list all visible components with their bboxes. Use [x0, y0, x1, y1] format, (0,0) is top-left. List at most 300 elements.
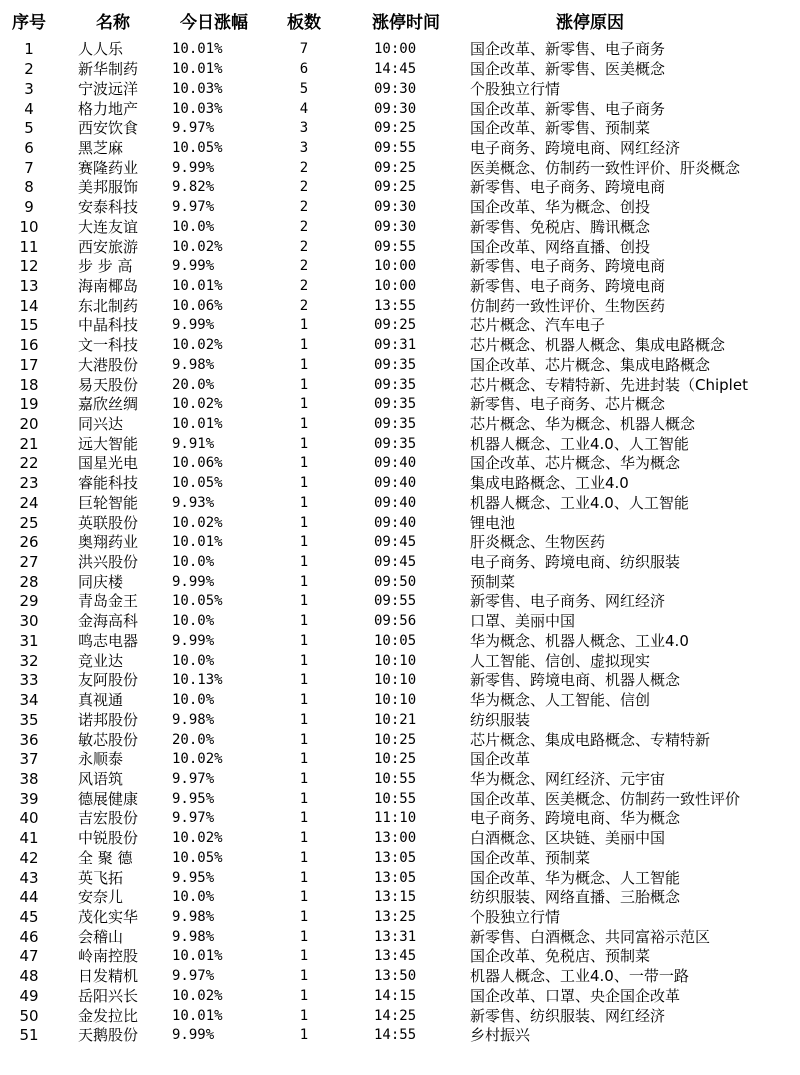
table-row — [0, 967, 800, 987]
cell-time: 09:40 — [374, 475, 417, 492]
cell-boards: 1 — [299, 337, 309, 354]
cell-boards: 4 — [299, 100, 309, 117]
cell-reason: 机器人概念、工业4.0、人工智能 — [470, 493, 689, 512]
cell-no: 17 — [19, 355, 39, 374]
cell-boards: 2 — [299, 277, 309, 294]
cell-time: 10:10 — [374, 692, 417, 709]
cell-no: 26 — [19, 533, 39, 552]
cell-no: 45 — [19, 907, 39, 926]
cell-name: 竞业达 — [78, 651, 124, 670]
cell-no: 2 — [24, 60, 34, 79]
cell-boards: 1 — [299, 1007, 309, 1024]
cell-pct: 10.01% — [172, 416, 223, 433]
cell-time: 13:55 — [374, 297, 417, 314]
cell-no: 21 — [19, 434, 39, 453]
cell-no: 23 — [19, 474, 39, 493]
table-row — [0, 79, 800, 99]
cell-pct: 9.99% — [172, 317, 215, 334]
cell-name: 人人乐 — [78, 40, 124, 59]
cell-boards: 1 — [299, 692, 309, 709]
cell-name: 德展健康 — [78, 789, 139, 808]
cell-reason: 新零售、电子商务、网红经济 — [470, 592, 666, 611]
cell-name: 洪兴股份 — [78, 553, 139, 572]
cell-pct: 10.06% — [172, 297, 223, 314]
cell-time: 13:00 — [374, 830, 417, 847]
cell-reason: 国企改革、新零售、电子商务 — [470, 40, 666, 59]
cell-reason: 预制菜 — [470, 572, 516, 591]
cell-no: 44 — [19, 888, 39, 907]
table-row — [0, 730, 800, 750]
table-row — [0, 277, 800, 297]
cell-name: 黑芝麻 — [78, 138, 124, 157]
table-row — [0, 237, 800, 257]
cell-pct: 10.06% — [172, 455, 223, 472]
cell-boards: 1 — [299, 396, 309, 413]
cell-time: 09:25 — [374, 159, 417, 176]
cell-no: 19 — [19, 395, 39, 414]
cell-name: 青岛金王 — [78, 592, 139, 611]
cell-time: 10:55 — [374, 770, 417, 787]
cell-no: 10 — [19, 217, 39, 236]
cell-name: 岳阳兴长 — [78, 986, 139, 1005]
cell-no: 36 — [19, 730, 39, 749]
cell-no: 18 — [19, 375, 39, 394]
cell-pct: 9.95% — [172, 790, 215, 807]
cell-no: 22 — [19, 454, 39, 473]
table-row — [0, 770, 800, 790]
cell-name: 茂化实华 — [78, 907, 139, 926]
cell-time: 13:05 — [374, 849, 417, 866]
cell-time: 09:31 — [374, 337, 417, 354]
cell-pct: 10.02% — [172, 396, 223, 413]
cell-time: 13:50 — [374, 968, 417, 985]
cell-reason: 新零售、电子商务、跨境电商 — [470, 178, 666, 197]
cell-no: 3 — [24, 79, 34, 98]
cell-boards: 1 — [299, 751, 309, 768]
cell-no: 4 — [24, 99, 34, 118]
cell-time: 14:25 — [374, 1007, 417, 1024]
cell-no: 7 — [24, 158, 34, 177]
cell-name: 同庆楼 — [78, 572, 124, 591]
cell-pct: 9.98% — [172, 908, 215, 925]
cell-boards: 2 — [299, 218, 309, 235]
cell-pct: 9.98% — [172, 356, 215, 373]
cell-reason: 新零售、跨境电商、机器人概念 — [470, 671, 681, 690]
cell-reason: 国企改革、芯片概念、集成电路概念 — [470, 355, 711, 374]
cell-pct: 10.03% — [172, 100, 223, 117]
cell-time: 09:30 — [374, 218, 417, 235]
cell-time: 09:30 — [374, 199, 417, 216]
cell-pct: 10.02% — [172, 514, 223, 531]
cell-time: 09:45 — [374, 534, 417, 551]
cell-reason: 国企改革、新零售、预制菜 — [470, 119, 651, 138]
cell-pct: 9.99% — [172, 632, 215, 649]
cell-time: 13:05 — [374, 869, 417, 886]
cell-no: 6 — [24, 138, 34, 157]
cell-pct: 10.0% — [172, 692, 215, 709]
cell-name: 大连友谊 — [78, 217, 139, 236]
cell-no: 35 — [19, 710, 39, 729]
cell-reason: 白酒概念、区块链、美丽中国 — [470, 829, 666, 848]
cell-name: 英飞拓 — [78, 868, 124, 887]
table-row — [0, 513, 800, 533]
cell-boards: 1 — [299, 573, 309, 590]
table-row — [0, 474, 800, 494]
table-row — [0, 553, 800, 573]
cell-pct: 9.99% — [172, 573, 215, 590]
cell-no: 30 — [19, 612, 39, 631]
cell-boards: 2 — [299, 199, 309, 216]
cell-boards: 1 — [299, 317, 309, 334]
cell-pct: 10.0% — [172, 652, 215, 669]
cell-pct: 9.93% — [172, 494, 215, 511]
cell-time: 09:45 — [374, 554, 417, 571]
cell-name: 安奈儿 — [78, 888, 124, 907]
cell-boards: 1 — [299, 416, 309, 433]
cell-reason: 口罩、美丽中国 — [470, 612, 576, 631]
table-row — [0, 829, 800, 849]
cell-no: 37 — [19, 750, 39, 769]
cell-name: 西安旅游 — [78, 237, 139, 256]
cell-pct: 10.01% — [172, 41, 223, 58]
table-row — [0, 60, 800, 80]
table-row — [0, 947, 800, 967]
header-name: 名称 — [96, 12, 130, 33]
cell-no: 34 — [19, 691, 39, 710]
cell-pct: 9.99% — [172, 159, 215, 176]
cell-no: 20 — [19, 415, 39, 434]
cell-name: 安泰科技 — [78, 198, 139, 217]
table-row — [0, 710, 800, 730]
cell-reason: 芯片概念、汽车电子 — [470, 316, 606, 335]
cell-no: 41 — [19, 829, 39, 848]
cell-no: 38 — [19, 769, 39, 788]
table-row — [0, 809, 800, 829]
cell-boards: 2 — [299, 159, 309, 176]
cell-pct: 10.05% — [172, 139, 223, 156]
cell-boards: 1 — [299, 770, 309, 787]
cell-time: 10:00 — [374, 258, 417, 275]
table-row — [0, 375, 800, 395]
cell-name: 新华制药 — [78, 60, 139, 79]
cell-reason: 国企改革、免税店、预制菜 — [470, 947, 651, 966]
cell-name: 赛隆药业 — [78, 158, 139, 177]
table-row — [0, 987, 800, 1007]
cell-boards: 1 — [299, 849, 309, 866]
cell-name: 永顺泰 — [78, 750, 124, 769]
cell-time: 09:55 — [374, 139, 417, 156]
table-row — [0, 868, 800, 888]
cell-reason: 乡村振兴 — [470, 1026, 531, 1045]
cell-no: 40 — [19, 809, 39, 828]
cell-time: 09:40 — [374, 514, 417, 531]
table-row — [0, 40, 800, 60]
cell-boards: 1 — [299, 928, 309, 945]
cell-name: 美邦服饰 — [78, 178, 139, 197]
cell-reason: 肝炎概念、生物医药 — [470, 533, 606, 552]
cell-no: 24 — [19, 493, 39, 512]
cell-no: 11 — [19, 237, 39, 256]
cell-no: 32 — [19, 651, 39, 670]
table-row — [0, 632, 800, 652]
cell-reason: 电子商务、跨境电商、华为概念 — [470, 809, 681, 828]
cell-no: 50 — [19, 1006, 39, 1025]
table-row — [0, 296, 800, 316]
cell-name: 巨轮智能 — [78, 493, 139, 512]
table-row — [0, 671, 800, 691]
header-pct: 今日涨幅 — [180, 12, 248, 33]
cell-boards: 2 — [299, 258, 309, 275]
cell-no: 15 — [19, 316, 39, 335]
cell-reason: 国企改革、预制菜 — [470, 848, 591, 867]
cell-boards: 1 — [299, 356, 309, 373]
cell-boards: 1 — [299, 672, 309, 689]
cell-reason: 国企改革、芯片概念、华为概念 — [470, 454, 681, 473]
cell-pct: 9.99% — [172, 1027, 215, 1044]
cell-name: 格力地产 — [78, 99, 139, 118]
cell-pct: 10.01% — [172, 277, 223, 294]
cell-pct: 10.01% — [172, 1007, 223, 1024]
cell-time: 09:50 — [374, 573, 417, 590]
table-row — [0, 494, 800, 514]
cell-reason: 国企改革 — [470, 750, 531, 769]
cell-boards: 1 — [299, 987, 309, 1004]
table-row — [0, 848, 800, 868]
cell-reason: 华为概念、机器人概念、工业4.0 — [470, 631, 689, 650]
cell-reason: 芯片概念、机器人概念、集成电路概念 — [470, 336, 726, 355]
table-row — [0, 651, 800, 671]
table-row — [0, 434, 800, 454]
cell-name: 敏芯股份 — [78, 730, 139, 749]
table-row — [0, 198, 800, 218]
cell-time: 11:10 — [374, 810, 417, 827]
cell-pct: 10.02% — [172, 337, 223, 354]
cell-name: 金发拉比 — [78, 1006, 139, 1025]
table-row — [0, 119, 800, 139]
cell-reason: 电子商务、跨境电商、网红经济 — [470, 138, 681, 157]
cell-pct: 10.02% — [172, 987, 223, 1004]
table-row — [0, 612, 800, 632]
cell-boards: 1 — [299, 632, 309, 649]
cell-reason: 国企改革、网络直播、创投 — [470, 237, 651, 256]
cell-no: 47 — [19, 947, 39, 966]
cell-pct: 10.0% — [172, 218, 215, 235]
cell-pct: 10.0% — [172, 613, 215, 630]
cell-no: 5 — [24, 119, 34, 138]
cell-reason: 电子商务、跨境电商、纺织服装 — [470, 553, 681, 572]
cell-pct: 9.98% — [172, 711, 215, 728]
cell-reason: 新零售、电子商务、芯片概念 — [470, 395, 666, 414]
cell-boards: 3 — [299, 139, 309, 156]
cell-no: 13 — [19, 276, 39, 295]
cell-no: 28 — [19, 572, 39, 591]
table-row — [0, 533, 800, 553]
cell-boards: 2 — [299, 179, 309, 196]
table-row — [0, 927, 800, 947]
cell-pct: 9.97% — [172, 810, 215, 827]
cell-time: 09:56 — [374, 613, 417, 630]
header-reason: 涨停原因 — [556, 12, 624, 33]
cell-pct: 9.97% — [172, 120, 215, 137]
cell-reason: 新零售、纺织服装、网红经济 — [470, 1006, 666, 1025]
table-header — [0, 0, 800, 40]
cell-reason: 锂电池 — [470, 513, 516, 532]
cell-time: 09:35 — [374, 356, 417, 373]
cell-boards: 3 — [299, 120, 309, 137]
cell-time: 10:10 — [374, 652, 417, 669]
cell-boards: 1 — [299, 1027, 309, 1044]
cell-boards: 1 — [299, 968, 309, 985]
cell-time: 09:25 — [374, 120, 417, 137]
cell-reason: 个股独立行情 — [470, 79, 561, 98]
table-row — [0, 454, 800, 474]
cell-name: 金海高科 — [78, 612, 139, 631]
header-no: 序号 — [12, 12, 46, 33]
cell-name: 奥翔药业 — [78, 533, 139, 552]
cell-time: 09:35 — [374, 376, 417, 393]
cell-reason: 新零售、白酒概念、共同富裕示范区 — [470, 927, 711, 946]
cell-no: 42 — [19, 848, 39, 867]
table-row — [0, 888, 800, 908]
cell-time: 09:30 — [374, 100, 417, 117]
cell-no: 48 — [19, 967, 39, 986]
cell-no: 14 — [19, 296, 39, 315]
cell-boards: 2 — [299, 238, 309, 255]
cell-boards: 1 — [299, 711, 309, 728]
cell-reason: 个股独立行情 — [470, 907, 561, 926]
cell-reason: 国企改革、华为概念、人工智能 — [470, 868, 681, 887]
table-row — [0, 356, 800, 376]
table-row — [0, 316, 800, 336]
header-time: 涨停时间 — [372, 12, 440, 33]
cell-pct: 10.05% — [172, 593, 223, 610]
cell-name: 步 步 高 — [78, 257, 133, 276]
cell-boards: 1 — [299, 652, 309, 669]
cell-reason: 医美概念、仿制药一致性评价、肝炎概念 — [470, 158, 741, 177]
cell-name: 西安饮食 — [78, 119, 139, 138]
cell-time: 10:25 — [374, 751, 417, 768]
cell-name: 吉宏股份 — [78, 809, 139, 828]
cell-no: 39 — [19, 789, 39, 808]
cell-pct: 10.05% — [172, 849, 223, 866]
table-row — [0, 1026, 800, 1046]
cell-time: 13:31 — [374, 928, 417, 945]
cell-pct: 20.0% — [172, 731, 215, 748]
cell-reason: 国企改革、医美概念、仿制药一致性评价 — [470, 789, 741, 808]
cell-time: 09:30 — [374, 80, 417, 97]
cell-boards: 1 — [299, 376, 309, 393]
cell-time: 09:55 — [374, 238, 417, 255]
cell-name: 天鹅股份 — [78, 1026, 139, 1045]
cell-name: 全 聚 德 — [78, 848, 133, 867]
cell-reason: 芯片概念、华为概念、机器人概念 — [470, 415, 696, 434]
cell-name: 诺邦股份 — [78, 710, 139, 729]
table-row — [0, 908, 800, 928]
cell-boards: 1 — [299, 554, 309, 571]
table-row — [0, 691, 800, 711]
table-row — [0, 1006, 800, 1026]
cell-reason: 国企改革、口罩、央企国企改革 — [470, 986, 681, 1005]
cell-reason: 芯片概念、专精特新、先进封装（Chiplet — [470, 375, 748, 394]
cell-name: 宁波远洋 — [78, 79, 139, 98]
cell-name: 同兴达 — [78, 415, 124, 434]
cell-no: 51 — [19, 1026, 39, 1045]
cell-name: 日发精机 — [78, 967, 139, 986]
cell-time: 13:25 — [374, 908, 417, 925]
cell-reason: 国企改革、新零售、电子商务 — [470, 99, 666, 118]
cell-name: 风语筑 — [78, 769, 124, 788]
cell-no: 33 — [19, 671, 39, 690]
cell-pct: 9.97% — [172, 968, 215, 985]
cell-time: 10:00 — [374, 277, 417, 294]
cell-reason: 人工智能、信创、虚拟现实 — [470, 651, 651, 670]
cell-no: 29 — [19, 592, 39, 611]
cell-boards: 5 — [299, 80, 309, 97]
cell-time: 09:55 — [374, 593, 417, 610]
cell-name: 大港股份 — [78, 355, 139, 374]
cell-pct: 9.95% — [172, 869, 215, 886]
cell-reason: 国企改革、新零售、医美概念 — [470, 60, 666, 79]
cell-no: 12 — [19, 257, 39, 276]
cell-pct: 20.0% — [172, 376, 215, 393]
cell-boards: 1 — [299, 908, 309, 925]
cell-time: 09:35 — [374, 396, 417, 413]
cell-reason: 国企改革、华为概念、创投 — [470, 198, 651, 217]
cell-reason: 芯片概念、集成电路概念、专精特新 — [470, 730, 711, 749]
cell-time: 10:05 — [374, 632, 417, 649]
cell-pct: 10.13% — [172, 672, 223, 689]
cell-time: 10:55 — [374, 790, 417, 807]
cell-boards: 2 — [299, 297, 309, 314]
cell-reason: 华为概念、网红经济、元宇宙 — [470, 769, 666, 788]
table-row — [0, 139, 800, 159]
cell-reason: 新零售、电子商务、跨境电商 — [470, 257, 666, 276]
cell-boards: 1 — [299, 948, 309, 965]
cell-name: 嘉欣丝绸 — [78, 395, 139, 414]
cell-pct: 10.02% — [172, 751, 223, 768]
cell-boards: 6 — [299, 61, 309, 78]
cell-pct: 9.91% — [172, 435, 215, 452]
cell-no: 9 — [24, 198, 34, 217]
cell-name: 海南椰岛 — [78, 276, 139, 295]
cell-pct: 10.02% — [172, 830, 223, 847]
cell-boards: 1 — [299, 889, 309, 906]
cell-no: 49 — [19, 986, 39, 1005]
cell-boards: 1 — [299, 494, 309, 511]
table-row — [0, 592, 800, 612]
cell-time: 14:15 — [374, 987, 417, 1004]
cell-name: 易天股份 — [78, 375, 139, 394]
cell-boards: 1 — [299, 455, 309, 472]
table-body — [0, 40, 800, 1046]
cell-name: 东北制药 — [78, 296, 139, 315]
cell-name: 英联股份 — [78, 513, 139, 532]
cell-time: 09:35 — [374, 416, 417, 433]
cell-reason: 纺织服装、网络直播、三胎概念 — [470, 888, 681, 907]
table-row — [0, 572, 800, 592]
cell-no: 43 — [19, 868, 39, 887]
table-row — [0, 336, 800, 356]
cell-name: 睿能科技 — [78, 474, 139, 493]
cell-reason: 仿制药一致性评价、生物医药 — [470, 296, 666, 315]
cell-no: 31 — [19, 631, 39, 650]
table-row — [0, 178, 800, 198]
cell-name: 会稽山 — [78, 927, 124, 946]
cell-pct: 10.0% — [172, 554, 215, 571]
cell-pct: 10.03% — [172, 80, 223, 97]
cell-pct: 9.97% — [172, 770, 215, 787]
cell-reason: 纺织服装 — [470, 710, 531, 729]
